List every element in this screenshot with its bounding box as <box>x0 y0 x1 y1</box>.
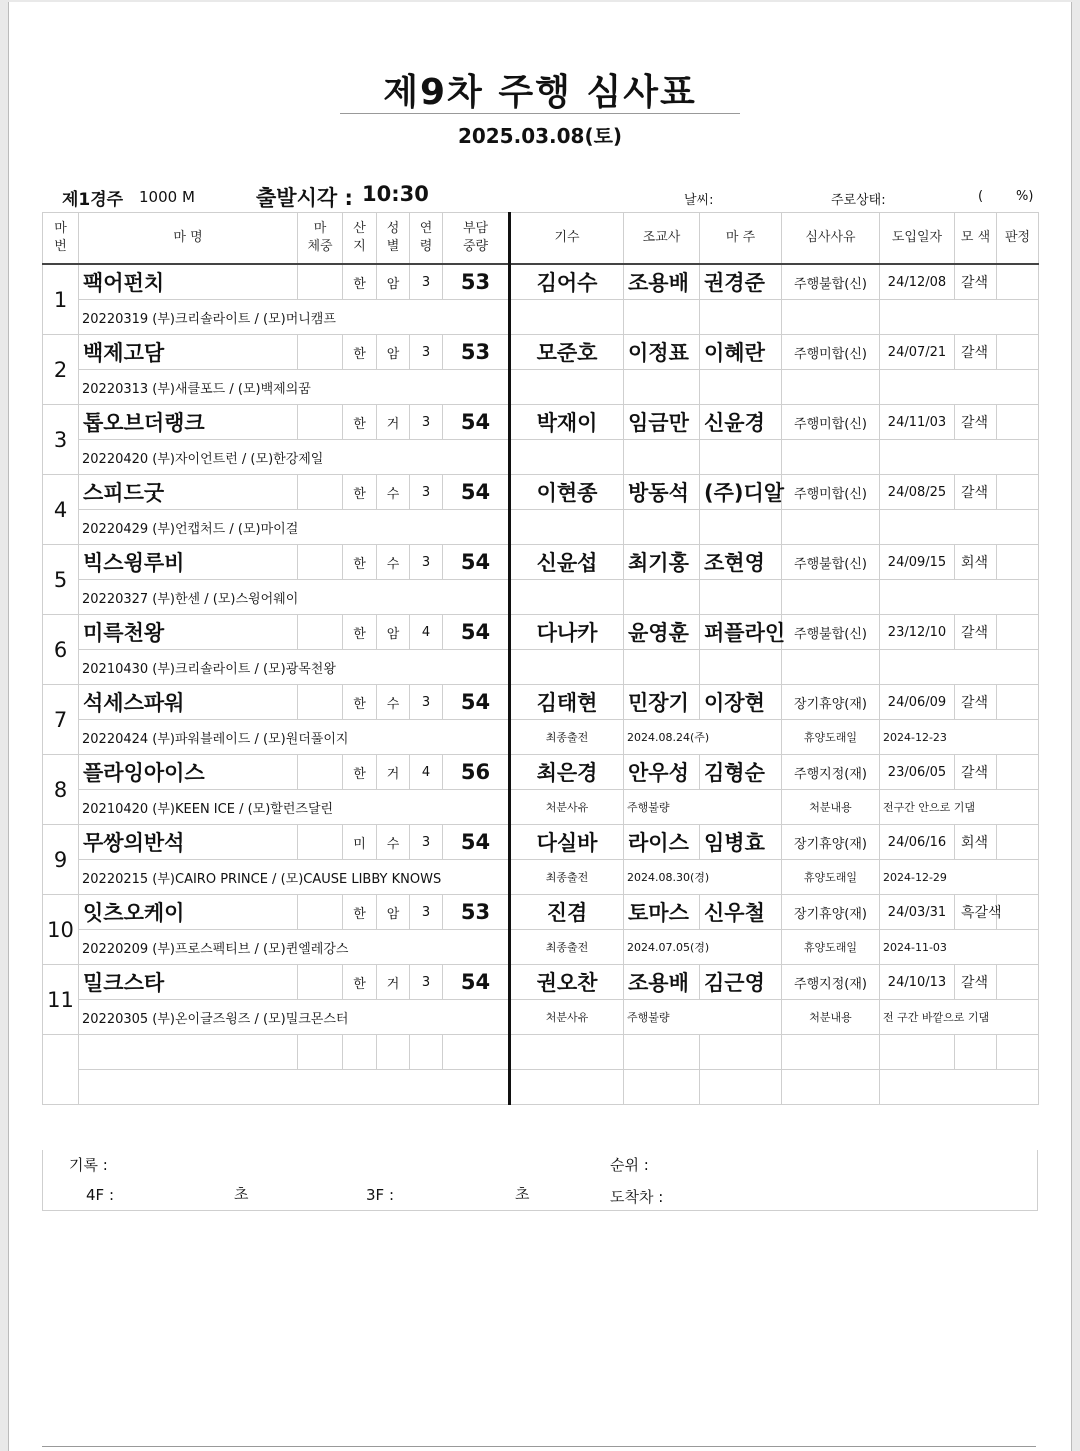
pedigree: 20220420 (부)자이언트런 / (모)한강제일 <box>79 440 510 475</box>
empty-cell <box>997 1035 1039 1070</box>
weather-label: 날씨: <box>684 193 714 208</box>
pedigree: 20220429 (부)언캡처드 / (모)마이걸 <box>79 510 510 545</box>
table-row-detail <box>43 790 1039 825</box>
verdict-cell <box>997 264 1039 300</box>
empty-cell <box>880 510 1039 545</box>
trainer-name: 안우성 <box>624 755 700 790</box>
review-reason: 주행불합(신) <box>782 545 880 580</box>
empty-cell <box>510 440 624 475</box>
extra-label-2: 처분내용 <box>782 790 880 825</box>
horse-sex: 암 <box>377 335 410 370</box>
empty-cell <box>955 1035 997 1070</box>
horse-sex: 수 <box>377 825 410 860</box>
owner-name: 임병효 <box>700 825 782 860</box>
intro-date: 24/06/09 <box>880 685 955 720</box>
empty-cell <box>880 440 1039 475</box>
empty-cell <box>624 300 700 335</box>
verdict-cell <box>997 545 1039 580</box>
horse-sex: 수 <box>377 685 410 720</box>
trainer-name: 윤영훈 <box>624 615 700 650</box>
empty-cell <box>510 650 624 685</box>
header-verdict: 판정 <box>997 213 1039 265</box>
pedigree: 20220313 (부)새클포드 / (모)백제의꿈 <box>79 370 510 405</box>
horse-weight-cell <box>298 895 343 930</box>
extra-value-1: 2024.07.05(경) <box>624 930 782 965</box>
burden-weight: 54 <box>443 615 510 650</box>
horse-sex: 거 <box>377 965 410 1000</box>
header-burden: 부담 중량 <box>443 213 510 265</box>
owner-name: 이혜란 <box>700 335 782 370</box>
trainer-name: 최기홍 <box>624 545 700 580</box>
review-reason: 장기휴양(재) <box>782 895 880 930</box>
empty-cell <box>510 510 624 545</box>
pedigree: 20220319 (부)크리솔라이트 / (모)머니캠프 <box>79 300 510 335</box>
table-row <box>43 965 1039 1000</box>
extra-value-2: 2024-12-23 <box>880 720 1039 755</box>
trainer-name: 토마스 <box>624 895 700 930</box>
table-row <box>43 825 1039 860</box>
jockey-name: 김어수 <box>510 264 624 300</box>
header-jockey: 기수 <box>510 213 624 265</box>
pedigree: 20210430 (부)크리솔라이트 / (모)광목천왕 <box>79 650 510 685</box>
verdict-cell <box>997 615 1039 650</box>
table-row-detail <box>43 440 1039 475</box>
header-origin: 산 지 <box>343 213 377 265</box>
horse-origin: 한 <box>343 615 377 650</box>
coat-color: 갈색 <box>955 475 997 510</box>
jockey-name: 최은경 <box>510 755 624 790</box>
burden-weight: 53 <box>443 335 510 370</box>
trainer-name: 민장기 <box>624 685 700 720</box>
horse-weight-cell <box>298 405 343 440</box>
empty-cell <box>624 1070 700 1105</box>
burden-weight: 53 <box>443 895 510 930</box>
blank-row <box>43 1070 1039 1105</box>
table-row <box>43 545 1039 580</box>
burden-weight: 54 <box>443 965 510 1000</box>
horse-weight-cell <box>298 685 343 720</box>
extra-label-1: 처분사유 <box>510 1000 624 1035</box>
4f-seconds: 초 <box>234 1185 249 1203</box>
empty-cell <box>782 1070 880 1105</box>
review-reason: 주행지정(재) <box>782 965 880 1000</box>
owner-name: 이장현 <box>700 685 782 720</box>
empty-cell <box>700 440 782 475</box>
empty-cell <box>624 370 700 405</box>
table-row <box>43 685 1039 720</box>
header-weight: 마 체중 <box>298 213 343 265</box>
empty-cell <box>782 580 880 615</box>
coat-color: 갈색 <box>955 405 997 440</box>
empty-cell <box>782 300 880 335</box>
table-row-detail <box>43 720 1039 755</box>
trainer-name: 라이스 <box>624 825 700 860</box>
empty-cell <box>510 370 624 405</box>
horse-name: 무쌍의반석 <box>79 825 298 860</box>
empty-cell <box>510 300 624 335</box>
owner-name: 신우철 <box>700 895 782 930</box>
record-footer <box>42 1150 1038 1211</box>
horse-age: 3 <box>410 545 443 580</box>
empty-cell <box>700 1070 782 1105</box>
extra-value-2: 2024-12-29 <box>880 860 1039 895</box>
table-row <box>43 615 1039 650</box>
extra-label-2: 처분내용 <box>782 1000 880 1035</box>
owner-name: 신윤경 <box>700 405 782 440</box>
horse-age: 3 <box>410 264 443 300</box>
extra-label-1: 최종출전 <box>510 930 624 965</box>
coat-color: 갈색 <box>955 685 997 720</box>
empty-cell <box>343 1035 377 1070</box>
owner-name: (주)디알 <box>700 475 782 510</box>
horse-name: 밀크스타 <box>79 965 298 1000</box>
race-date: 2025.03.08(토) <box>457 124 623 148</box>
title-underline <box>340 113 740 114</box>
coat-color: 회색 <box>955 545 997 580</box>
intro-date: 24/03/31 <box>880 895 955 930</box>
trainer-name: 방동석 <box>624 475 700 510</box>
horse-sex: 수 <box>377 545 410 580</box>
empty-cell <box>880 580 1039 615</box>
empty-cell <box>624 510 700 545</box>
table-row <box>43 755 1039 790</box>
table-row-detail <box>43 510 1039 545</box>
horse-age: 4 <box>410 615 443 650</box>
empty-cell <box>880 300 1039 335</box>
empty-cell <box>782 650 880 685</box>
verdict-cell <box>997 685 1039 720</box>
horse-number: 3 <box>43 405 79 475</box>
intro-date: 24/11/03 <box>880 405 955 440</box>
blank-row <box>43 1035 1039 1070</box>
horse-weight-cell <box>298 545 343 580</box>
horse-origin: 한 <box>343 475 377 510</box>
3f-seconds: 초 <box>515 1185 530 1203</box>
trainer-name: 조용배 <box>624 965 700 1000</box>
empty-cell <box>880 1035 955 1070</box>
horse-weight-cell <box>298 264 343 300</box>
start-time-label: 출발시각 : <box>256 186 353 210</box>
empty-cell <box>880 1070 1039 1105</box>
empty-cell <box>510 1070 624 1105</box>
header-color: 모 색 <box>955 213 997 265</box>
extra-label-1: 최종출전 <box>510 860 624 895</box>
empty-cell <box>700 580 782 615</box>
horse-name: 톱오브더랭크 <box>79 405 298 440</box>
extra-label-1: 처분사유 <box>510 790 624 825</box>
table-row-detail <box>43 930 1039 965</box>
verdict-cell <box>997 475 1039 510</box>
pedigree: 20220215 (부)CAIRO PRINCE / (모)CAUSE LIBBY KNOWS <box>79 860 510 895</box>
review-reason: 장기휴양(재) <box>782 825 880 860</box>
empty-cell <box>700 510 782 545</box>
empty-cell <box>443 1035 510 1070</box>
horse-name: 잇츠오케이 <box>79 895 298 930</box>
table-row-detail <box>43 370 1039 405</box>
coat-color: 갈색 <box>955 965 997 1000</box>
table-row-detail <box>43 300 1039 335</box>
header-no: 마 번 <box>43 213 79 265</box>
table-row-detail <box>43 860 1039 895</box>
intro-date: 23/12/10 <box>880 615 955 650</box>
coat-color: 흑갈색 <box>955 895 997 930</box>
empty-cell <box>782 1035 880 1070</box>
extra-label-1: 최종출전 <box>510 720 624 755</box>
verdict-cell <box>997 825 1039 860</box>
table-row-detail <box>43 650 1039 685</box>
track-condition-label: 주로상태: <box>831 193 886 208</box>
horse-age: 3 <box>410 335 443 370</box>
jockey-name: 이현종 <box>510 475 624 510</box>
empty-cell <box>700 650 782 685</box>
horse-age: 3 <box>410 825 443 860</box>
horse-age: 3 <box>410 405 443 440</box>
review-reason: 주행미합(신) <box>782 405 880 440</box>
horse-name: 백제고담 <box>79 335 298 370</box>
coat-color: 갈색 <box>955 755 997 790</box>
empty-cell <box>510 580 624 615</box>
trainer-name: 조용배 <box>624 264 700 300</box>
intro-date: 24/07/21 <box>880 335 955 370</box>
table-row <box>43 264 1039 300</box>
horse-number: 1 <box>43 264 79 335</box>
horse-origin: 한 <box>343 545 377 580</box>
horse-origin: 한 <box>343 895 377 930</box>
review-reason: 주행불합(신) <box>782 615 880 650</box>
coat-color: 갈색 <box>955 335 997 370</box>
header-row <box>43 213 1039 265</box>
horse-origin: 한 <box>343 685 377 720</box>
burden-weight: 54 <box>443 405 510 440</box>
horse-name: 석세스파워 <box>79 685 298 720</box>
jockey-name: 모준호 <box>510 335 624 370</box>
horse-origin: 한 <box>343 965 377 1000</box>
table-row-detail <box>43 1000 1039 1035</box>
4f-label: 4F : <box>86 1186 114 1204</box>
empty-cell <box>624 440 700 475</box>
horse-weight-cell <box>298 825 343 860</box>
horse-sex: 암 <box>377 615 410 650</box>
horse-weight-cell <box>298 475 343 510</box>
owner-name: 조현영 <box>700 545 782 580</box>
start-time: 10:30 <box>362 182 429 206</box>
extra-value-2: 전 구간 바깥으로 기댐 <box>880 1000 1039 1035</box>
intro-date: 23/06/05 <box>880 755 955 790</box>
empty-cell <box>624 580 700 615</box>
horse-sex: 암 <box>377 264 410 300</box>
track-percent: %) <box>1016 189 1034 204</box>
horse-number: 8 <box>43 755 79 825</box>
pedigree: 20220424 (부)파워블레이드 / (모)원더풀이지 <box>79 720 510 755</box>
review-reason: 주행지정(재) <box>782 755 880 790</box>
review-table <box>42 212 1039 1105</box>
horse-number: 9 <box>43 825 79 895</box>
horse-age: 3 <box>410 685 443 720</box>
empty-cell <box>880 650 1039 685</box>
header-reason: 심사사유 <box>782 213 880 265</box>
empty-cell <box>880 370 1039 405</box>
review-reason: 주행불합(신) <box>782 264 880 300</box>
extra-value-1: 주행불량 <box>624 790 782 825</box>
verdict-cell <box>997 965 1039 1000</box>
empty-cell <box>43 1035 79 1105</box>
coat-color: 갈색 <box>955 264 997 300</box>
horse-origin: 한 <box>343 755 377 790</box>
intro-date: 24/12/08 <box>880 264 955 300</box>
header-intro-date: 도입일자 <box>880 213 955 265</box>
horse-sex: 암 <box>377 895 410 930</box>
owner-name: 김근영 <box>700 965 782 1000</box>
review-reason: 주행미합(신) <box>782 475 880 510</box>
horse-sex: 거 <box>377 755 410 790</box>
horse-number: 7 <box>43 685 79 755</box>
horse-name: 미륵천왕 <box>79 615 298 650</box>
burden-weight: 54 <box>443 685 510 720</box>
horse-number: 5 <box>43 545 79 615</box>
header-name: 마 명 <box>79 213 298 265</box>
horse-age: 3 <box>410 475 443 510</box>
owner-name: 권경준 <box>700 264 782 300</box>
empty-cell <box>624 650 700 685</box>
extra-value-2: 전구간 안으로 기댐 <box>880 790 1039 825</box>
horse-sex: 거 <box>377 405 410 440</box>
jockey-name: 권오찬 <box>510 965 624 1000</box>
jockey-name: 박재이 <box>510 405 624 440</box>
horse-name: 플라잉아이스 <box>79 755 298 790</box>
verdict-cell <box>997 335 1039 370</box>
horse-number: 2 <box>43 335 79 405</box>
header-trainer: 조교사 <box>624 213 700 265</box>
header-age: 연 령 <box>410 213 443 265</box>
burden-weight: 56 <box>443 755 510 790</box>
jockey-name: 다나카 <box>510 615 624 650</box>
arrival-label: 도착차 : <box>610 1188 664 1206</box>
horse-name: 팩어펀치 <box>79 264 298 300</box>
race-distance: 1000 M <box>139 188 195 206</box>
owner-name: 김형순 <box>700 755 782 790</box>
trainer-name: 임금만 <box>624 405 700 440</box>
pedigree: 20220305 (부)온이글즈윙즈 / (모)밀크몬스터 <box>79 1000 510 1035</box>
empty-cell <box>782 440 880 475</box>
page-title: 제9차 주행 심사표 <box>383 72 697 113</box>
intro-date: 24/09/15 <box>880 545 955 580</box>
extra-value-1: 2024.08.30(경) <box>624 860 782 895</box>
extra-value-1: 주행불량 <box>624 1000 782 1035</box>
horse-number: 4 <box>43 475 79 545</box>
page-bottom-rule <box>42 1446 1036 1447</box>
rank-label: 순위 : <box>610 1156 649 1174</box>
verdict-cell <box>997 755 1039 790</box>
jockey-name: 신윤섭 <box>510 545 624 580</box>
table-row <box>43 405 1039 440</box>
jockey-name: 다실바 <box>510 825 624 860</box>
horse-age: 3 <box>410 895 443 930</box>
horse-weight-cell <box>298 335 343 370</box>
jockey-name: 김태현 <box>510 685 624 720</box>
record-label: 기록 : <box>69 1156 108 1174</box>
horse-name: 스피드굿 <box>79 475 298 510</box>
horse-sex: 수 <box>377 475 410 510</box>
horse-number: 6 <box>43 615 79 685</box>
burden-weight: 54 <box>443 825 510 860</box>
horse-weight-cell <box>298 965 343 1000</box>
horse-origin: 한 <box>343 405 377 440</box>
pedigree: 20220327 (부)한센 / (모)스윙어웨이 <box>79 580 510 615</box>
extra-value-2: 2024-11-03 <box>880 930 1039 965</box>
review-reason: 장기휴양(재) <box>782 685 880 720</box>
extra-label-2: 휴양도래일 <box>782 930 880 965</box>
intro-date: 24/08/25 <box>880 475 955 510</box>
table-row-detail <box>43 580 1039 615</box>
intro-date: 24/10/13 <box>880 965 955 1000</box>
intro-date: 24/06/16 <box>880 825 955 860</box>
empty-cell <box>700 300 782 335</box>
horse-origin: 한 <box>343 264 377 300</box>
jockey-name: 진겸 <box>510 895 624 930</box>
empty-cell <box>510 1035 624 1070</box>
3f-label: 3F : <box>366 1186 394 1204</box>
empty-cell <box>700 1035 782 1070</box>
burden-weight: 54 <box>443 475 510 510</box>
coat-color: 회색 <box>955 825 997 860</box>
review-reason: 주행미합(신) <box>782 335 880 370</box>
owner-name: 퍼플라인 <box>700 615 782 650</box>
extra-label-2: 휴양도래일 <box>782 720 880 755</box>
horse-age: 3 <box>410 965 443 1000</box>
extra-value-1: 2024.08.24(주) <box>624 720 782 755</box>
empty-cell <box>782 370 880 405</box>
pedigree: 20210420 (부)KEEN ICE / (모)할런즈달린 <box>79 790 510 825</box>
empty-cell <box>410 1035 443 1070</box>
empty-cell <box>79 1070 510 1105</box>
horse-origin: 한 <box>343 335 377 370</box>
race-number: 제1경주 <box>62 190 124 210</box>
burden-weight: 54 <box>443 545 510 580</box>
horse-weight-cell <box>298 615 343 650</box>
empty-cell <box>782 510 880 545</box>
empty-cell <box>298 1035 343 1070</box>
header-sex: 성 별 <box>377 213 410 265</box>
empty-cell <box>700 370 782 405</box>
verdict-cell <box>997 895 1039 930</box>
pedigree: 20220209 (부)프로스펙티브 / (모)퀸엘레강스 <box>79 930 510 965</box>
horse-weight-cell <box>298 755 343 790</box>
extra-label-2: 휴양도래일 <box>782 860 880 895</box>
burden-weight: 53 <box>443 264 510 300</box>
horse-number: 11 <box>43 965 79 1035</box>
trainer-name: 이정표 <box>624 335 700 370</box>
horse-age: 4 <box>410 755 443 790</box>
coat-color: 갈색 <box>955 615 997 650</box>
horse-origin: 미 <box>343 825 377 860</box>
track-percent-open: ( <box>978 189 984 204</box>
empty-cell <box>377 1035 410 1070</box>
header-owner: 마 주 <box>700 213 782 265</box>
empty-cell <box>79 1035 298 1070</box>
horse-number: 10 <box>43 895 79 965</box>
table-row <box>43 895 1039 930</box>
table-row <box>43 475 1039 510</box>
empty-cell <box>624 1035 700 1070</box>
verdict-cell <box>997 405 1039 440</box>
horse-name: 빅스윙루비 <box>79 545 298 580</box>
table-row <box>43 335 1039 370</box>
